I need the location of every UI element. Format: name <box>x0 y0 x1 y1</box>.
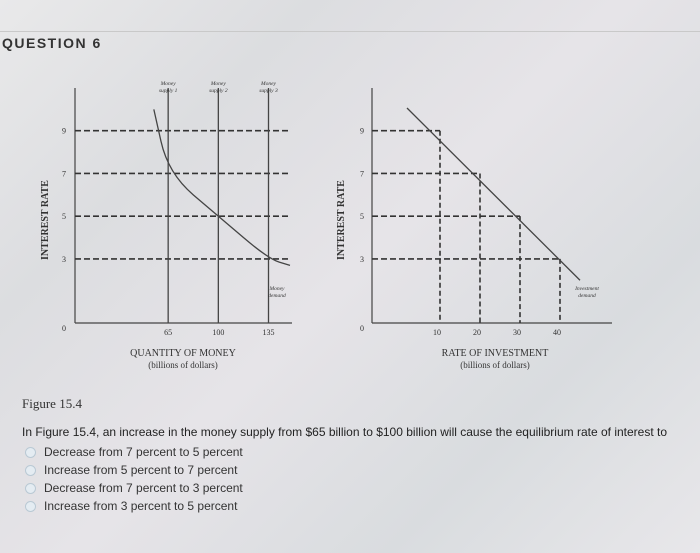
answer-options <box>25 443 243 515</box>
investment-demand-line <box>407 108 580 280</box>
answer-option-2[interactable] <box>25 461 243 479</box>
answer-option-label: Decrease from 7 percent to 3 percent <box>44 481 243 495</box>
y-tick-label: 0 <box>360 324 364 333</box>
investment-demand-label: demand <box>578 293 596 299</box>
x-axis-subtitle: (billions of dollars) <box>460 360 530 370</box>
y-tick-label: 0 <box>62 324 66 333</box>
y-tick-label: 3 <box>360 254 364 264</box>
x-tick-label: 65 <box>164 328 173 337</box>
answer-option-4[interactable] <box>25 497 243 515</box>
y-tick-label: 3 <box>62 254 66 264</box>
answer-option-1[interactable] <box>25 443 243 461</box>
y-tick-label: 5 <box>360 212 364 222</box>
y-axis-title: INTEREST RATE <box>336 180 347 260</box>
radio-button[interactable] <box>25 447 36 458</box>
y-axis-title: INTEREST RATE <box>40 180 51 260</box>
x-tick-label: 10 <box>433 328 441 337</box>
money-supply-label: Money <box>261 81 276 87</box>
money-supply-label: Money <box>160 81 176 87</box>
answer-option-label: Increase from 5 percent to 7 percent <box>44 463 238 477</box>
money-demand-label: demand <box>268 293 286 299</box>
money-supply-label: Money <box>210 81 226 87</box>
x-tick-label: 40 <box>553 328 561 337</box>
question-title: QUESTION 6 <box>2 35 102 51</box>
x-tick-label: 100 <box>212 328 225 337</box>
y-tick-label: 5 <box>62 212 66 222</box>
y-tick-label: 9 <box>62 126 66 136</box>
money-supply-label: supply 1 <box>158 88 178 94</box>
investment-demand-label: Investment <box>575 286 599 292</box>
x-tick-label: 20 <box>473 328 481 337</box>
money-supply-label: supply 2 <box>209 88 228 94</box>
answer-option-label: Increase from 3 percent to 5 percent <box>44 499 238 513</box>
investment-chart <box>336 88 612 370</box>
figure-caption: Figure 15.4 <box>22 396 82 411</box>
radio-button[interactable] <box>25 465 36 476</box>
money-market-chart <box>40 81 292 370</box>
x-axis-subtitle: (billions of dollars) <box>148 360 218 370</box>
answer-option-label: Decrease from 7 percent to 5 percent <box>44 445 243 459</box>
answer-option-3[interactable] <box>25 479 243 497</box>
y-tick-label: 7 <box>62 169 66 179</box>
radio-button[interactable] <box>25 501 36 512</box>
money-demand-label: Money <box>269 286 285 292</box>
money-supply-label: supply 3 <box>259 88 278 94</box>
x-tick-label: 135 <box>262 328 275 337</box>
x-tick-label: 30 <box>513 328 521 337</box>
x-axis-title: RATE OF INVESTMENT <box>441 348 549 359</box>
x-axis-title: QUANTITY OF MONEY <box>130 348 236 359</box>
y-tick-label: 9 <box>360 126 364 136</box>
money-demand-curve <box>154 109 290 265</box>
question-text: In Figure 15.4, an increase in the money supply from $65 billion to $100 billion will cause the equilibrium rate of interest to <box>22 425 668 439</box>
radio-button[interactable] <box>25 483 36 494</box>
y-tick-label: 7 <box>360 169 364 179</box>
